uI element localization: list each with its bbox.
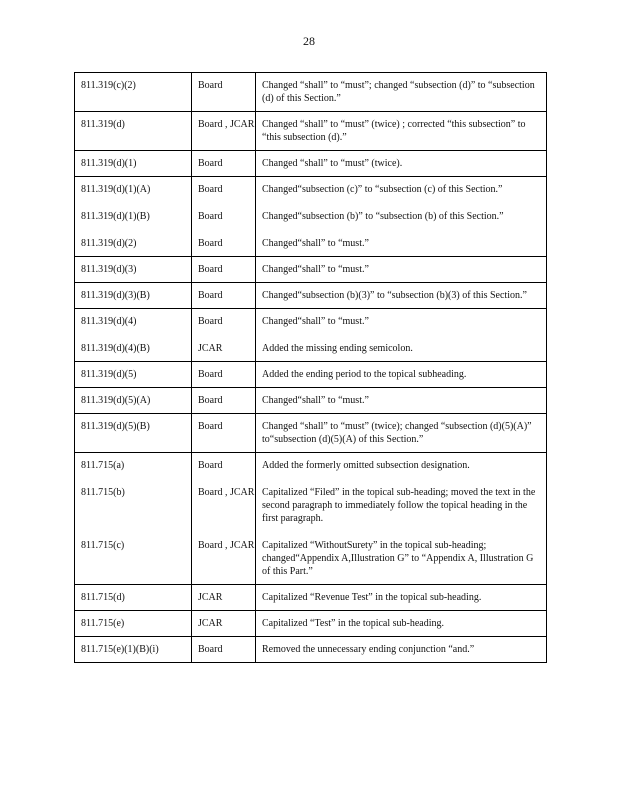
change-text: Changed“shall” to “must.” xyxy=(262,316,369,327)
section-cell xyxy=(75,611,192,637)
change-text: Capitalized “WithoutSurety” in the topical sub-heading; changed“Appendix A,Illustration G” to “Appendix A, Illustration G of this Part.” xyxy=(262,540,534,577)
source-text: Board xyxy=(198,395,223,406)
change-cell xyxy=(256,453,547,585)
section-cell xyxy=(75,388,192,414)
source-cell xyxy=(192,414,256,453)
table-row xyxy=(75,112,547,151)
source-text: Board xyxy=(198,211,223,222)
source-text: Board xyxy=(198,316,223,327)
section-text: 811.715(a) xyxy=(81,460,125,471)
table-row xyxy=(75,611,547,637)
source-cell xyxy=(192,637,256,663)
source-text: Board , JCAR xyxy=(198,119,255,130)
table-row xyxy=(75,151,547,177)
source-text: Board xyxy=(198,421,223,432)
change-text: Changed“shall” to “must.” xyxy=(262,264,369,275)
change-text: Changed “shall” to “must” (twice) ; corrected “this subsection” to “this subsection (d).” xyxy=(262,119,526,143)
change-text: Added the missing ending semicolon. xyxy=(262,343,413,354)
source-cell xyxy=(192,257,256,283)
change-cell xyxy=(256,362,547,388)
section-text: 811.319(d)(5) xyxy=(81,369,137,380)
table-body xyxy=(75,73,547,663)
source-text: JCAR xyxy=(198,343,223,354)
change-cell xyxy=(256,151,547,177)
section-cell xyxy=(75,112,192,151)
change-cell xyxy=(256,611,547,637)
section-cell xyxy=(75,73,192,112)
table-row xyxy=(75,177,547,257)
source-cell xyxy=(192,112,256,151)
section-text: 811.319(d)(3)(B) xyxy=(81,290,150,301)
source-cell xyxy=(192,388,256,414)
change-text: Changed“subsection (b)” to “subsection (b) of this Section.” xyxy=(262,211,504,222)
section-text: 811.319(d)(1)(A) xyxy=(81,184,151,195)
section-cell xyxy=(75,151,192,177)
section-text: 811.319(d)(4)(B) xyxy=(81,343,150,354)
section-text: 811.319(d)(4) xyxy=(81,316,137,327)
section-text: 811.319(d)(2) xyxy=(81,238,137,249)
source-text: Board xyxy=(198,238,223,249)
source-text: Board xyxy=(198,644,223,655)
change-text: Capitalized “Revenue Test” in the topical sub-heading. xyxy=(262,592,482,603)
table-row xyxy=(75,309,547,362)
change-cell xyxy=(256,309,547,362)
source-text: Board xyxy=(198,290,223,301)
change-cell xyxy=(256,388,547,414)
source-cell xyxy=(192,453,256,585)
source-text: Board xyxy=(198,460,223,471)
source-text: Board xyxy=(198,184,223,195)
section-text: 811.715(e) xyxy=(81,618,125,629)
table-row xyxy=(75,283,547,309)
change-text: Capitalized “Test” in the topical sub-heading. xyxy=(262,618,445,629)
change-cell xyxy=(256,177,547,257)
change-cell xyxy=(256,257,547,283)
table-row xyxy=(75,585,547,611)
section-text: 811.715(e)(1)(B)(i) xyxy=(81,644,159,655)
source-text: Board , JCAR xyxy=(198,487,255,498)
section-text: 811.319(c)(2) xyxy=(81,80,136,91)
section-text: 811.319(d)(1) xyxy=(81,158,137,169)
section-text: 811.715(d) xyxy=(81,592,125,603)
table-row xyxy=(75,414,547,453)
section-cell xyxy=(75,414,192,453)
section-text: 811.319(d)(3) xyxy=(81,264,137,275)
section-text: 811.715(c) xyxy=(81,540,125,551)
change-text: Changed “shall” to “must”; changed “subsection (d)” to “subsection (d) of this Section.” xyxy=(262,80,535,104)
change-text: Added the ending period to the topical subheading. xyxy=(262,369,467,380)
source-cell xyxy=(192,151,256,177)
section-cell xyxy=(75,585,192,611)
source-text: Board xyxy=(198,158,223,169)
source-cell xyxy=(192,73,256,112)
section-text: 811.319(d)(5)(A) xyxy=(81,395,151,406)
source-text: JCAR xyxy=(198,592,223,603)
section-text: 811.319(d)(5)(B) xyxy=(81,421,150,432)
change-text: Changed “shall” to “must” (twice). xyxy=(262,158,403,169)
table-row xyxy=(75,637,547,663)
table-row xyxy=(75,453,547,585)
change-cell xyxy=(256,585,547,611)
change-text: Changed“subsection (c)” to “subsection (c) of this Section.” xyxy=(262,184,503,195)
source-cell xyxy=(192,362,256,388)
change-text: Changed“shall” to “must.” xyxy=(262,238,369,249)
change-cell xyxy=(256,283,547,309)
change-text: Capitalized “Filed” in the topical sub-heading; moved the text in the second paragraph to immediately follow the topical heading in the first paragraph. xyxy=(262,487,536,524)
change-text: Changed“subsection (b)(3)” to “subsection (b)(3) of this Section.” xyxy=(262,290,527,301)
change-text: Changed“shall” to “must.” xyxy=(262,395,369,406)
source-cell xyxy=(192,177,256,257)
source-text: Board , JCAR xyxy=(198,540,255,551)
source-cell xyxy=(192,585,256,611)
section-cell xyxy=(75,177,192,257)
source-cell xyxy=(192,309,256,362)
change-text: Removed the unnecessary ending conjunction “and.” xyxy=(262,644,475,655)
table-row xyxy=(75,388,547,414)
section-text: 811.319(d) xyxy=(81,119,125,130)
section-cell xyxy=(75,309,192,362)
section-cell xyxy=(75,453,192,585)
section-text: 811.715(b) xyxy=(81,487,125,498)
page-number: 28 xyxy=(303,34,315,48)
change-cell xyxy=(256,112,547,151)
section-cell xyxy=(75,283,192,309)
amendments-table xyxy=(74,72,547,663)
section-cell xyxy=(75,362,192,388)
section-text: 811.319(d)(1)(B) xyxy=(81,211,150,222)
change-cell xyxy=(256,637,547,663)
table-row xyxy=(75,257,547,283)
change-text: Added the formerly omitted subsection designation. xyxy=(262,460,470,471)
source-text: Board xyxy=(198,264,223,275)
change-cell xyxy=(256,414,547,453)
source-cell xyxy=(192,283,256,309)
change-cell xyxy=(256,73,547,112)
section-cell xyxy=(75,637,192,663)
change-text: Changed “shall” to “must” (twice); changed “subsection (d)(5)(A)” to“subsection (d)(5)(A) of this Section.” xyxy=(262,421,532,445)
source-cell xyxy=(192,611,256,637)
table-row xyxy=(75,362,547,388)
source-text: Board xyxy=(198,369,223,380)
table-row xyxy=(75,73,547,112)
source-text: JCAR xyxy=(198,618,223,629)
source-text: Board xyxy=(198,80,223,91)
section-cell xyxy=(75,257,192,283)
